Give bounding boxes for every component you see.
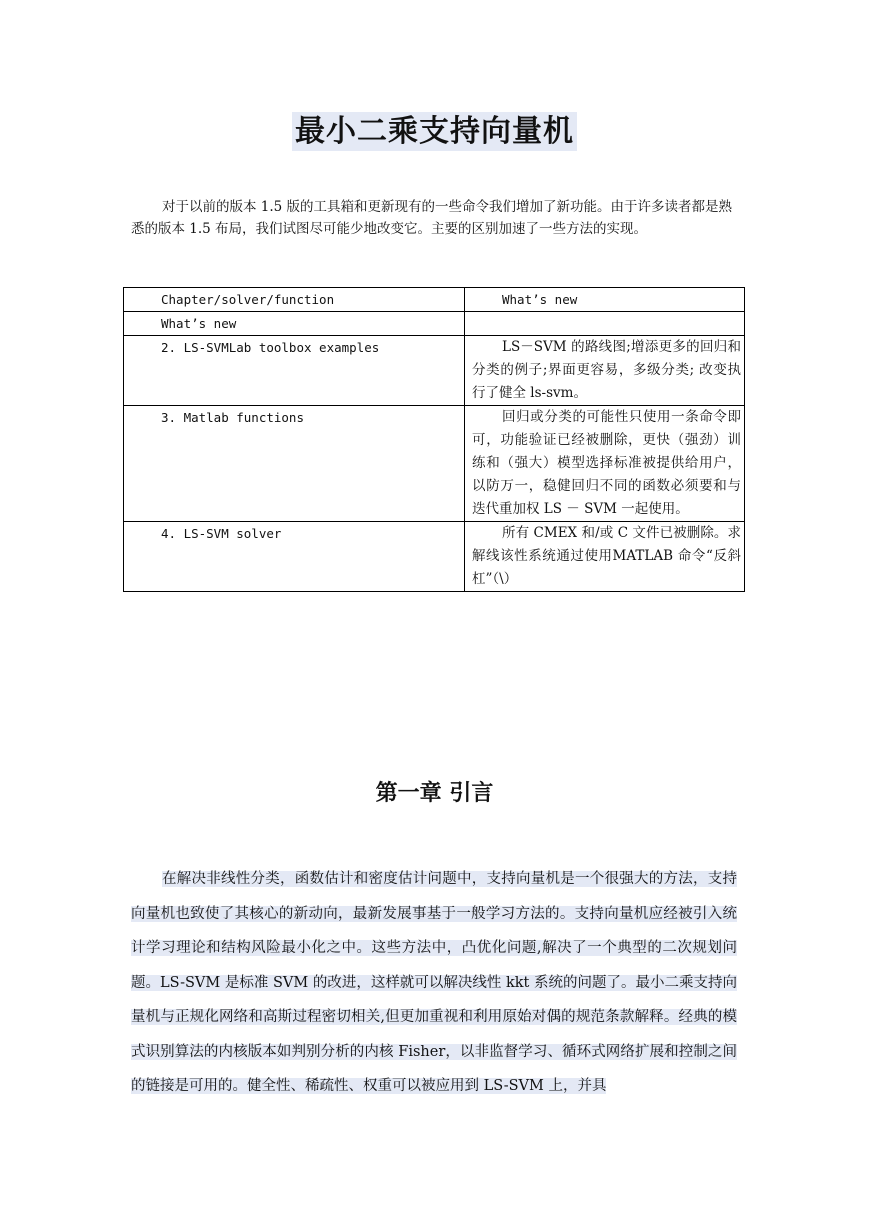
row-label: 2. LS-SVMLab toolbox examples bbox=[124, 336, 465, 406]
header-cell-function: Chapter/solver/function bbox=[124, 288, 465, 312]
row-description: 回归或分类的可能性只使用一条命令即可，功能验证已经被删除，更快（强劲）训练和（强大）模型选择标准被提供给用户，以防万一，稳健回归不同的函数必须要和与迭代重加权 LS － SVM 一起使用。 bbox=[465, 406, 745, 522]
chapter-paragraph-text: 在解决非线性分类，函数估计和密度估计问题中，支持向量机是一个很强大的方法，支持向量机也致使了其核心的新动向，最新发展事基于一般学习方法的。支持向量机应经被引入统计学习理论和结构风险最小化之中。这些方法中，凸优化问题,解决了一个典型的二次规划问题。LS-SVM 是标准 SVM 的改进，这样就可以解决线性 kkt 系统的问题了。最小二乘支持向量机与正规化网络和高斯过程密切相关,但更加重视和利用原始对偶的规范条款解释。经典的模式识别算法的内核版本如判别分析的内核 Fisher，以非监督学习、循环式网络扩展和控制之间的链接是可用的。健全性、稀疏性、权重可以被应用到 LS-SVM 上，并具 bbox=[131, 871, 737, 1094]
chapter-heading: 第一章 引言 bbox=[375, 781, 494, 806]
row-description: LS－SVM 的路线图;增添更多的回归和分类的例子;界面更容易，多级分类; 改变执行了健全 ls-svm。 bbox=[465, 336, 745, 406]
table-row bbox=[124, 522, 745, 592]
row-label: What’s new bbox=[124, 312, 465, 336]
page-title bbox=[0, 106, 869, 150]
row-label: 4. LS-SVM solver bbox=[124, 522, 465, 592]
table-header-row bbox=[124, 288, 745, 312]
row-description bbox=[465, 312, 745, 336]
table-row bbox=[124, 336, 745, 406]
row-description: 所有 CMEX 和/或 C 文件已被删除。求解线该性系统通过使用MATLAB 命令“反斜杠”（\） bbox=[465, 522, 745, 592]
table-row bbox=[124, 312, 745, 336]
header-cell-whats-new: What’s new bbox=[465, 288, 745, 312]
whats-new-table bbox=[123, 287, 745, 592]
chapter-paragraph bbox=[131, 862, 737, 1104]
intro-paragraph: 对于以前的版本 1.5 版的工具箱和更新现有的一些命令我们增加了新功能。由于许多读者都是熟悉的版本 1.5 布局，我们试图尽可能少地改变它。主要的区别加速了一些方法的实现。 bbox=[131, 199, 733, 237]
row-label: 3. Matlab functions bbox=[124, 406, 465, 522]
table-row bbox=[124, 406, 745, 522]
page-title-text: 最小二乘支持向量机 bbox=[292, 112, 577, 151]
